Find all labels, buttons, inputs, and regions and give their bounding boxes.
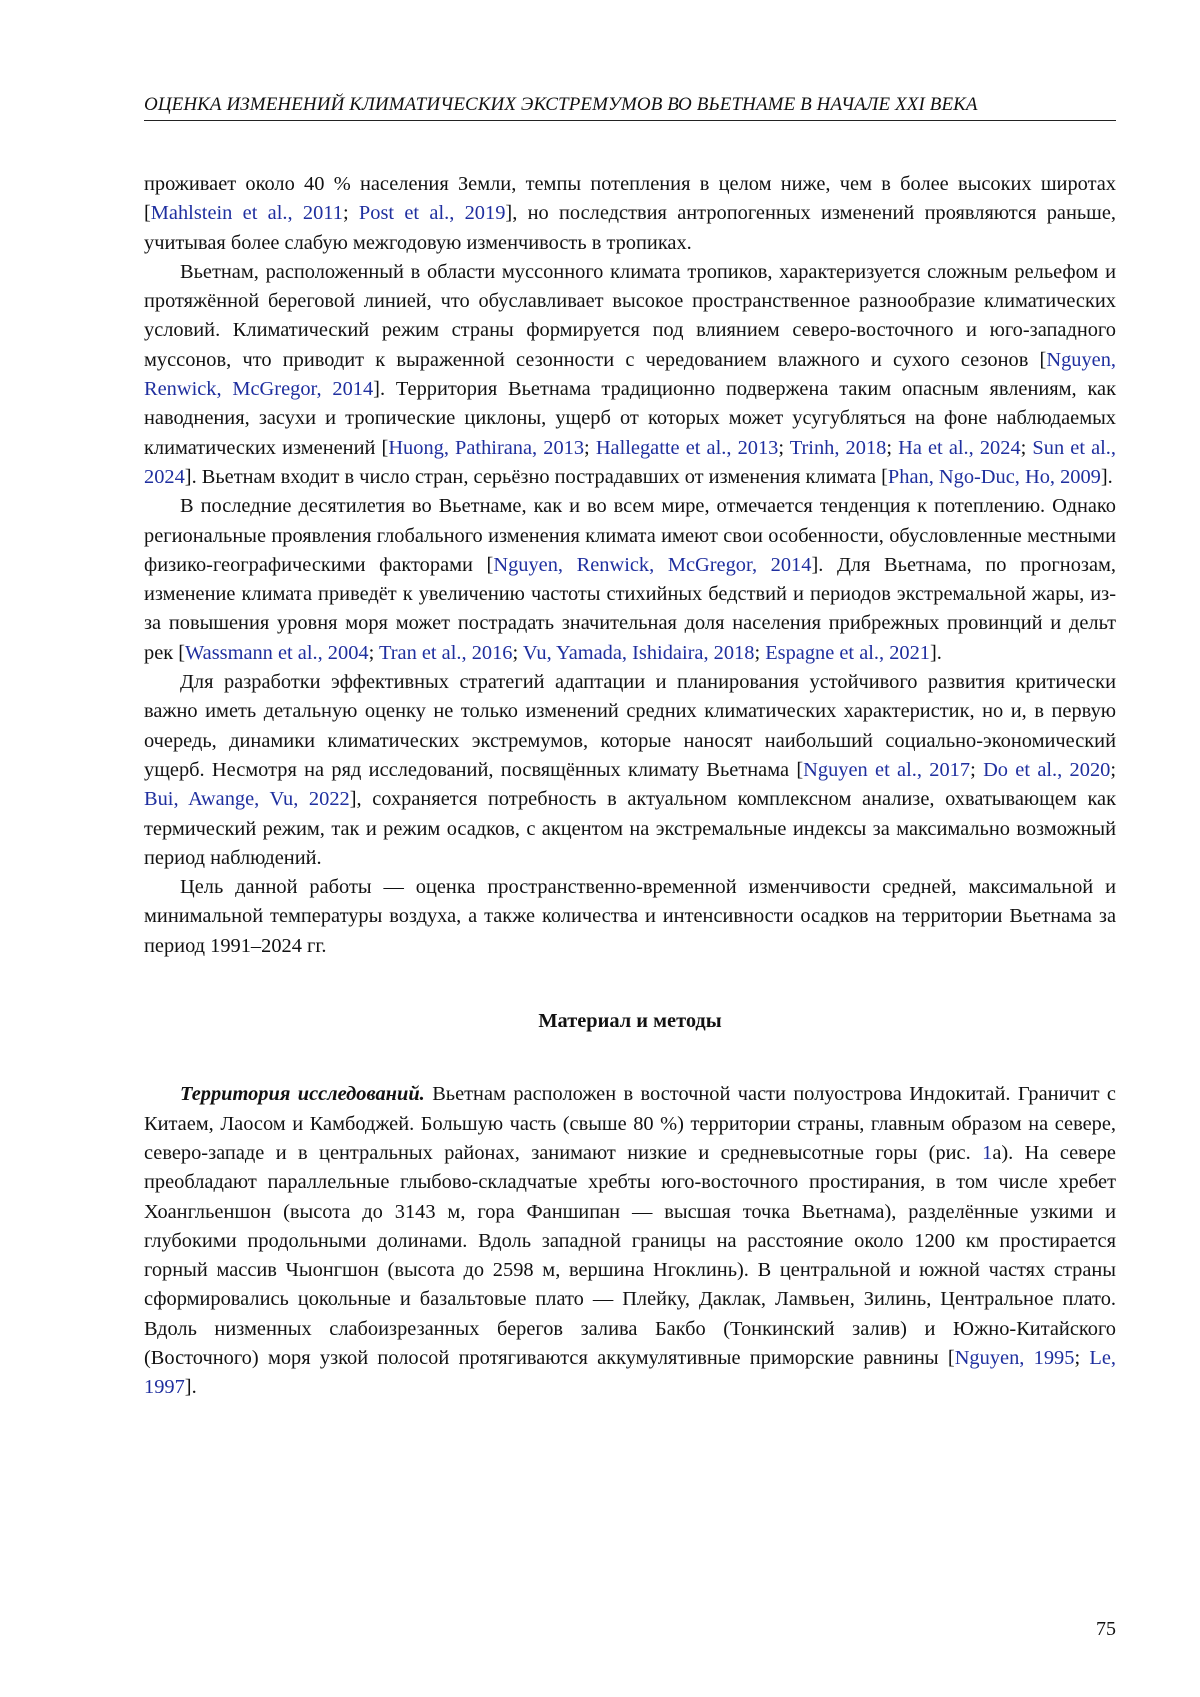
paragraph-text: ; [970,758,984,781]
citation-link[interactable]: Nguyen, Renwick, McGregor, 2014 [144,348,1116,401]
citation-link[interactable]: Espagne et al., 2021 [765,641,930,664]
paragraph-text: ]. Для Вьетнама, по прогнозам, изменение климата приведёт к увеличению частоты стихийных бедствий и периодов экстремальной жары, из-за повышения уровня моря может пострадать значительная доля населения прибрежных провинций и дельт рек [ [144,553,1117,664]
citation-link[interactable]: Sun et al., 2024 [144,436,1116,488]
citation-link[interactable]: Le, 1997 [144,1346,1116,1399]
citation-link[interactable]: Wassmann et al., 2004 [185,641,369,664]
body-paragraph [144,668,1116,873]
paragraph-text: Вьетнам расположен в восточной части полуострова Индокитай. Граничит с Китаем, Лаосом и Камбоджей. Большую часть (свыше 80 %) территории страны, главным образом на севере, северо-западе и в центральных районах, занимают низкие и средневысотные горы (рис. [144,1083,1116,1164]
citation-link[interactable]: Mahlstein et al., 2011 [150,202,343,225]
citation-link[interactable]: Post et al., 2019 [358,202,506,225]
paragraph-text: ; [512,641,523,664]
body-paragraph [144,170,1116,258]
paragraph-text: проживает около 40 % населения Земли, темпы потепления в целом ниже, чем в более высоких широтах [ [144,173,1116,225]
paragraph-text: ; [778,436,790,459]
paragraph-text: Для разработки эффективных стратегий адаптации и планирования устойчивого развития критически важно иметь детальную оценку не только изменений средних климатических характеристик, но и, в первую очередь, динамики климатических экстремумов, которые наносят наибольший социально-экономический ущерб. Несмотря на ряд исследований, посвящённых климату Вьетнама [ [144,671,1116,781]
article-body [144,170,1116,1403]
paragraph-text: ; [342,202,359,225]
section-title: Материал и методы [538,1010,722,1033]
citation-link[interactable]: Tran et al., 2016 [379,641,513,664]
citation-link[interactable]: Nguyen, Renwick, McGregor, 2014 [493,553,812,576]
body-paragraph [144,258,1116,492]
introduction-paragraphs [144,170,1116,961]
paragraph-text: ; [1074,1346,1090,1369]
paragraph-text: ]. [1100,465,1113,488]
paragraph-text: ; [584,436,596,459]
citation-link[interactable]: Do et al., 2020 [983,758,1111,781]
citation-link[interactable]: Hallegatte et al., 2013 [595,436,779,459]
citation-link[interactable]: Trinh, 2018 [789,436,887,459]
page-number: 75 [1096,1618,1116,1640]
citation-link[interactable]: Nguyen et al., 2017 [803,758,971,781]
paragraph-text: ]. [184,1376,197,1399]
citation-link[interactable]: Nguyen, 1995 [954,1346,1075,1369]
study-area-paragraph [144,1080,1116,1402]
paragraph-text: а). На севере преобладают параллельные глыбово-складчатые хребты юго-восточного простирания, в том числе хребет Хоангльеншон (высота до 3143 м, гора Фаншипан — высшая точка Вьетнама), разделённые узкими и глубокими продольными долинами. Вдоль западной границы на расстояние около 1200 км простирается горный массив Чыонгшон (высота до 2598 м, вершина Нгоклинь). В центральной и южной частях страны сформировались цокольные и базальтовые плато — Плейку, Даклак, Ламвьен, Зилинь, Центральное плато. Вдоль низменных слабоизрезанных берегов залива Бакбо (Тонкинский залив) и Южно-Китайского (Восточного) моря узкой полосой протягиваются аккумулятивные приморские равнины [ [144,1141,1116,1369]
paragraph-text: ; [368,641,379,664]
paragraph-text: ; [886,436,899,459]
paragraph-text: ; [1110,758,1117,781]
paragraph-text: ], сохраняется потребность в актуальном комплексном анализе, охватывающем как термический режим, так и режим осадков, с акцентом на экстремальные индексы за максимально возможный период наблюдений. [144,788,1116,869]
citation-link[interactable]: Vu, Yamada, Ishidaira, 2018 [522,641,755,664]
paragraph-text: Вьетнам, расположенный в области муссонного климата тропиков, характеризуется сложным рельефом и протяжённой береговой линией, что обуславливает высокое пространственное разнообразие климатических условий. Климатический режим страны формируется под влиянием северо-восточного и юго-западного муссонов, что приводит к выраженной сезонности с чередованием влажного и сухого сезонов [ [144,260,1116,371]
running-title: ОЦЕНКА ИЗМЕНЕНИЙ КЛИМАТИЧЕСКИХ ЭКСТРЕМУМОВ ВО ВЬЕТНАМЕ В НАЧАЛЕ XXI ВЕКА [144,92,1116,121]
citation-link[interactable]: 1 [982,1141,993,1164]
lead-term: Территория исследований. [180,1083,425,1106]
citation-link[interactable]: Phan, Ngo-Duc, Ho, 2009 [887,465,1101,488]
paragraph-text: ]. Территория Вьетнама традиционно подвержена таким опасным явлениям, как наводнения, засухи и тропические циклоны, ущерб от которых может усугубляться на фоне наблюдаемых климатических изменений [ [144,378,1116,459]
body-paragraph [144,873,1116,961]
citation-link[interactable]: Huong, Pathirana, 2013 [388,436,585,459]
paragraph-text: ]. [929,641,942,664]
paragraph-text: ], но последствия антропогенных изменений проявляются раньше, учитывая более слабую межгодовую изменчивость в тропиках. [144,202,1117,254]
paragraph-text: Цель данной работы — оценка пространственно-временной изменчивости средней, максимальной и минимальной температуры воздуха, а также количества и интенсивности осадков на территории Вьетнама за период 1991–2024 гг. [144,876,1116,957]
paragraph-text: ; [1020,436,1033,459]
body-paragraph [144,492,1116,668]
paragraph-text: ]. Вьетнам входит в число стран, серьёзно пострадавших от изменения климата [ [184,465,888,488]
paragraph-text: В последние десятилетия во Вьетнаме, как и во всем мире, отмечается тенденция к потеплению. Однако региональные проявления глобального изменения климата имеют свои особенности, обусловленные местными физико-географическими факторами [ [144,495,1116,576]
paragraph-text: ; [754,641,766,664]
citation-link[interactable]: Ha et al., 2024 [898,436,1021,459]
citation-link[interactable]: Bui, Awange, Vu, 2022 [144,788,350,811]
